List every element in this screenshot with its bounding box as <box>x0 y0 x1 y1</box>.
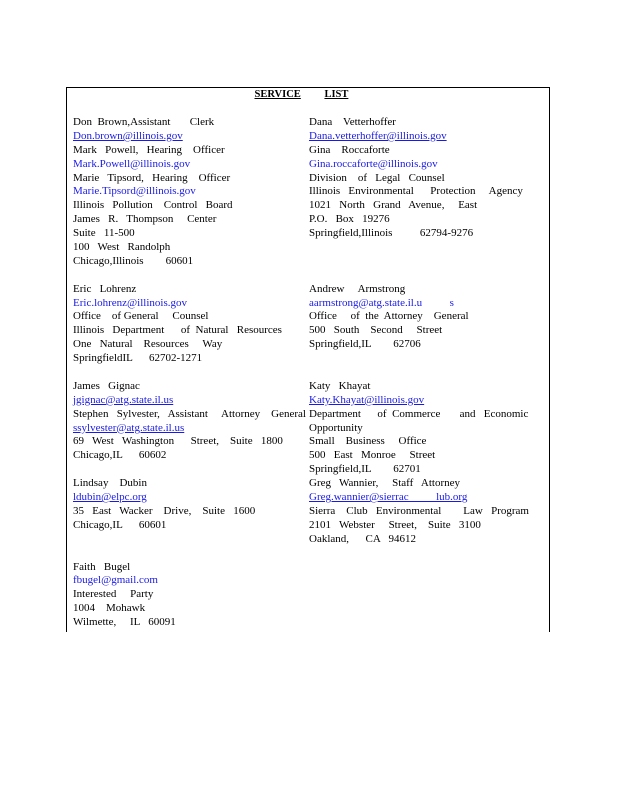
right-column <box>309 116 544 547</box>
contact-email[interactable]: Eric.lohrenz@illinois.gov <box>73 296 187 309</box>
frame-top-rule <box>66 87 550 88</box>
contact-name: Eric Lohrenz <box>73 282 137 295</box>
address-line: Division of Legal Counsel <box>309 171 445 184</box>
address-line: Springfield,IL 62701 <box>309 463 421 476</box>
address-line: Oakland, CA 94612 <box>309 532 416 545</box>
contact-name: Greg Wannier, Staff Attorney <box>309 477 461 490</box>
address-line: Department of Commerce and Economic <box>309 407 529 420</box>
address-line: Chicago,IL 60602 <box>73 449 167 462</box>
address-line: Illinois Environmental Protection Agency <box>309 185 523 198</box>
address-line: Springfield,IL 62706 <box>309 338 421 351</box>
address-line: Chicago,IL 60601 <box>73 518 167 531</box>
contact-email[interactable]: fbugel@gmail.com <box>73 574 158 587</box>
contact-name: Dana Vetterhoffer <box>309 116 396 128</box>
address-line: Suite 11-500 <box>73 227 135 240</box>
address-line: Opportunity <box>309 421 363 434</box>
address-line: 1021 North Grand Avenue, East <box>309 199 478 212</box>
contact-name: Marie Tipsord, Hearing Officer <box>73 171 231 184</box>
address-line: Small Business Office <box>309 435 427 448</box>
frame-right-rule <box>549 87 550 632</box>
contact-name: Lindsay Dubin <box>73 477 147 490</box>
contact-name: Faith Bugel <box>73 560 131 573</box>
address-line: Springfield,Illinois 62794-9276 <box>309 227 474 240</box>
address-line: 500 South Second Street <box>309 324 443 337</box>
address-line: Illinois Pollution Control Board <box>73 199 233 212</box>
address-line: SpringfieldIL 62702-1271 <box>73 352 203 365</box>
contact-name: Don Brown,Assistant Clerk <box>73 116 215 128</box>
address-line: 35 East Wacker Drive, Suite 1600 <box>73 504 256 517</box>
contact-email[interactable]: Mark.Powell@illinois.gov <box>73 157 191 170</box>
address-line: Chicago,Illinois 60601 <box>73 254 194 267</box>
address-line: Wilmette, IL 60091 <box>73 616 176 629</box>
contact-email[interactable]: aarmstrong@atg.state.il.u s <box>309 296 454 309</box>
address-line: 100 West Randolph <box>73 241 171 254</box>
contact-email[interactable]: Gina.roccaforte@illinois.gov <box>309 157 438 170</box>
frame-left-rule <box>66 87 67 632</box>
address-line: Stephen Sylvester, Assistant Attorney General <box>73 407 306 420</box>
title-word-list: LIST <box>324 89 349 100</box>
address-line: Interested Party <box>73 588 154 601</box>
contact-email[interactable]: ldubin@elpc.org <box>73 491 147 504</box>
contact-name: Katy Khayat <box>309 379 371 392</box>
address-line: One Natural Resources Way <box>73 338 223 351</box>
contact-email[interactable]: ssylvester@atg.state.il.us <box>73 421 185 434</box>
address-line: James R. Thompson Center <box>73 213 217 226</box>
contact-email[interactable]: Dana.vetterhoffer@illinois.gov <box>309 129 447 142</box>
contact-name: Gina Roccaforte <box>309 143 390 156</box>
contact-email[interactable]: jgignac@atg.state.il.us <box>73 393 174 406</box>
title-word-service: SERVICE <box>254 89 301 100</box>
address-line: 500 East Monroe Street <box>309 449 436 462</box>
address-line: Sierra Club Environmental Law Program <box>309 504 529 517</box>
contact-name: Andrew Armstrong <box>309 282 406 295</box>
address-line: Office of General Counsel <box>73 310 209 323</box>
contact-email[interactable]: Don.brown@illinois.gov <box>73 129 183 142</box>
address-line: 1004 Mohawk <box>73 602 146 615</box>
address-line: Illinois Department of Natural Resources <box>73 324 282 337</box>
contact-name: James Gignac <box>73 379 140 392</box>
address-line: Office of the Attorney General <box>309 310 469 323</box>
contact-email[interactable]: Katy.Khayat@illinois.gov <box>309 393 425 406</box>
contact-email[interactable]: Greg.wannier@sierrac lub.org <box>309 491 468 504</box>
address-line: P.O. Box 19276 <box>309 213 390 226</box>
address-line: 69 West Washington Street, Suite 1800 <box>73 435 283 448</box>
contact-email[interactable]: Marie.Tipsord@illinois.gov <box>73 185 196 198</box>
address-line: 2101 Webster Street, Suite 3100 <box>309 518 481 531</box>
page-title <box>66 89 550 100</box>
contact-name: Mark Powell, Hearing Officer <box>73 143 225 156</box>
left-column <box>73 116 306 630</box>
